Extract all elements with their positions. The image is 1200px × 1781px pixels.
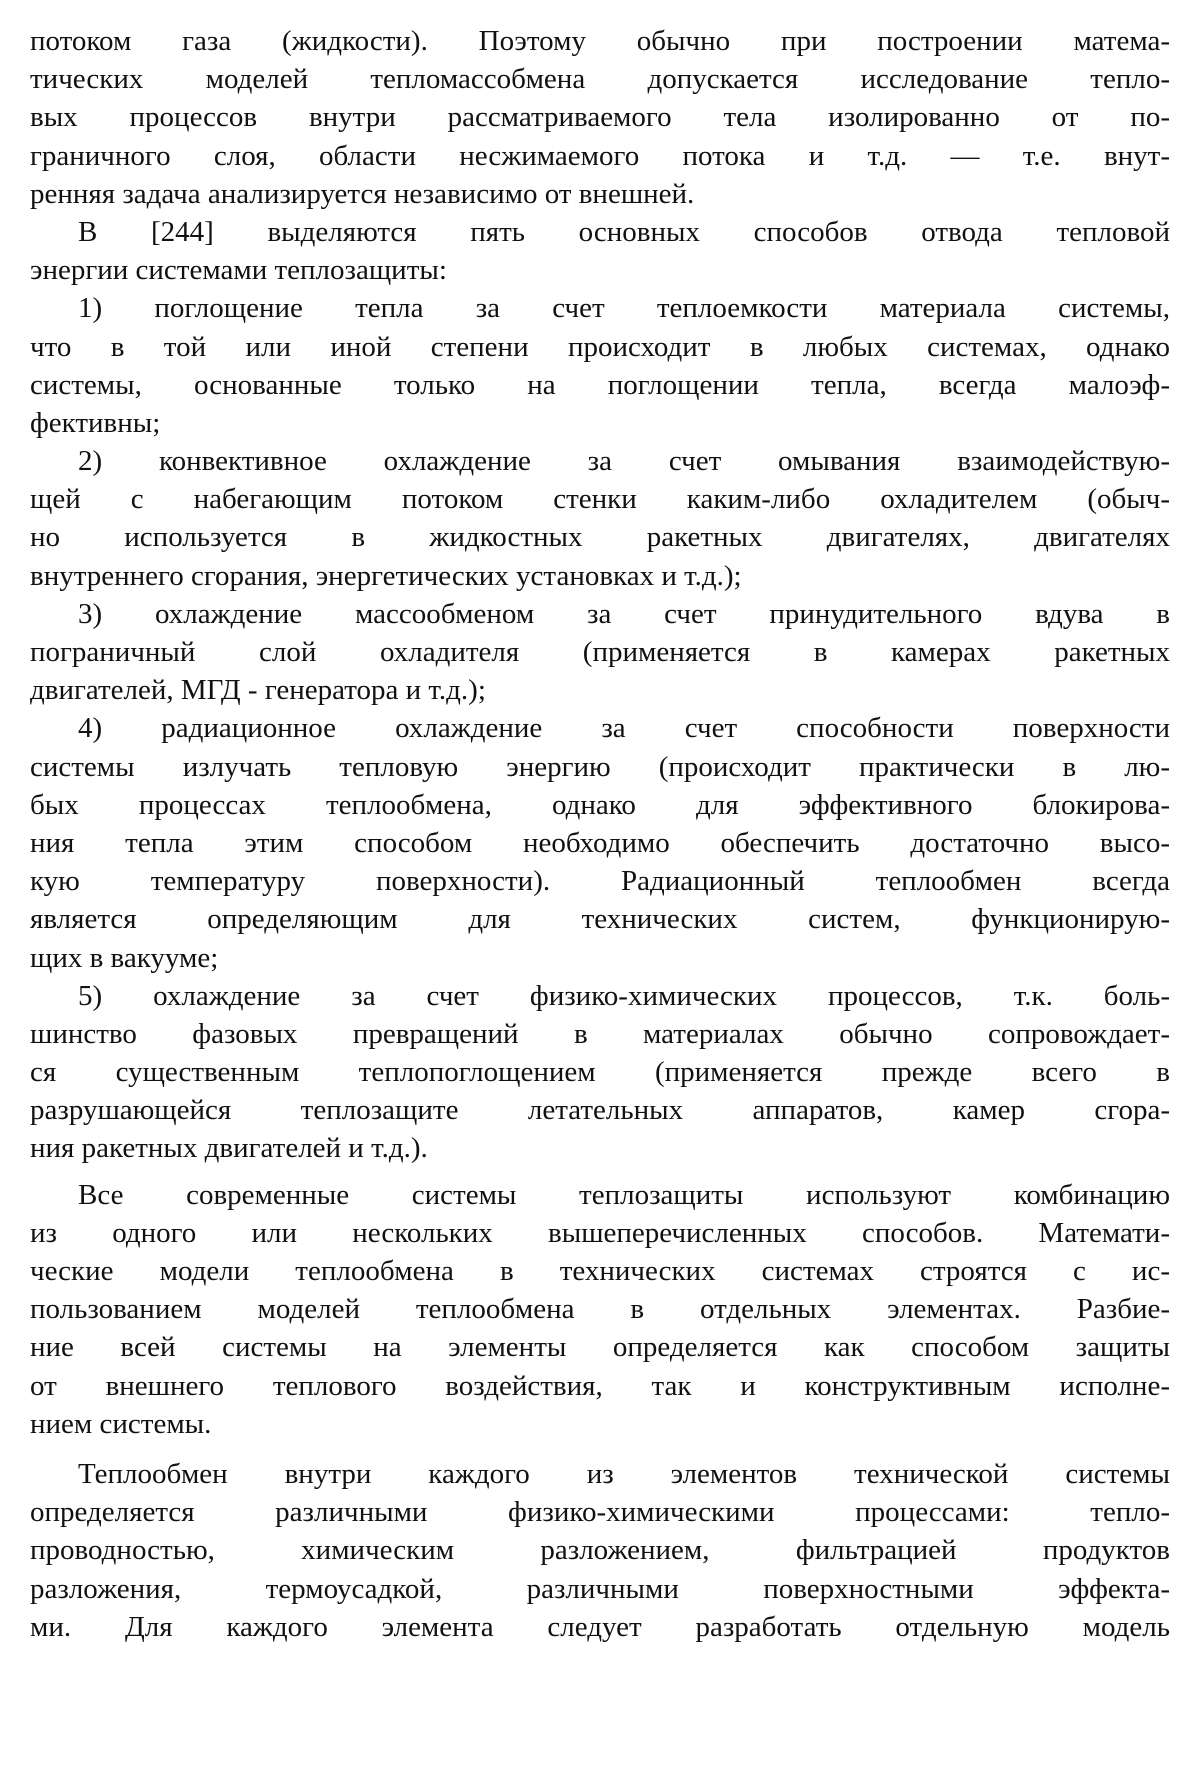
text-line: Все современные системы теплозащиты используют комбинацию xyxy=(78,1178,1170,1211)
list-item-5 xyxy=(30,977,1170,1168)
text-line: 3) охлаждение массообменом за счет принудительного вдува в xyxy=(78,597,1170,630)
text-line: ренняя задача анализируется независимо от внешней. xyxy=(30,177,695,210)
text-line: определяется различными физико-химическими процессами: тепло- xyxy=(30,1496,1170,1529)
text-line: проводностью, химическим разложением, фильтрацией продуктов xyxy=(30,1534,1170,1567)
text-line: разрушающейся теплозащите летательных аппаратов, камер сгора- xyxy=(30,1094,1170,1127)
text-line: пользованием моделей теплообмена в отдельных элементах. Разбие- xyxy=(30,1293,1170,1326)
text-line: граничного слоя, области несжимаемого потока и т.д. — т.е. внут- xyxy=(30,139,1170,172)
text-line: из одного или нескольких вышеперечисленных способов. Математи- xyxy=(30,1216,1170,1249)
text-line: ся существенным теплопоглощением (применяется прежде всего в xyxy=(30,1056,1170,1089)
text-line: шинство фазовых превращений в материалах обычно сопровождает- xyxy=(30,1017,1170,1050)
text-line: кую температуру поверхности). Радиационный теплообмен всегда xyxy=(30,865,1170,898)
text-line: 1) поглощение тепла за счет теплоемкости материала системы, xyxy=(78,292,1170,325)
text-line: системы излучать тепловую энергию (происходит практически в лю- xyxy=(30,750,1170,783)
text-line: ния ракетных двигателей и т.д.). xyxy=(30,1132,428,1165)
paragraph-combination xyxy=(30,1176,1170,1443)
text-line: энергии системами теплозащиты: xyxy=(30,254,447,287)
text-line: щей с набегающим потоком стенки каким-либо охладителем (обыч- xyxy=(30,483,1170,516)
text-line: В [244] выделяются пять основных способов отвода тепловой xyxy=(78,215,1170,248)
text-line: является определяющим для технических систем, функционирую- xyxy=(30,903,1170,936)
text-line: 2) конвективное охлаждение за счет омывания взаимодействую- xyxy=(78,445,1170,478)
text-line: разложения, термоусадкой, различными поверхностными эффекта- xyxy=(30,1572,1170,1605)
list-item-1 xyxy=(30,289,1170,442)
list-item-3 xyxy=(30,595,1170,710)
text-line: двигателей, МГД - генератора и т.д.); xyxy=(30,674,486,707)
text-line: ние всей системы на элементы определяется как способом защиты xyxy=(30,1331,1170,1364)
text-line: от внешнего теплового воздействия, так и конструктивным исполне- xyxy=(30,1369,1170,1402)
text-line: внутреннего сгорания, энергетических установках и т.д.); xyxy=(30,559,742,592)
list-item-2 xyxy=(30,442,1170,595)
text-line: 5) охлаждение за счет физико-химических процессов, т.к. боль- xyxy=(78,979,1170,1012)
text-line: но используется в жидкостных ракетных двигателях, двигателях xyxy=(30,521,1170,554)
text-line: что в той или иной степени происходит в любых системах, однако xyxy=(30,330,1170,363)
text-line: бых процессах теплообмена, однако для эффективного блокирова- xyxy=(30,788,1170,821)
paragraph-methods-intro xyxy=(30,213,1170,289)
document-page xyxy=(30,22,1170,1646)
text-line: фективны; xyxy=(30,406,161,439)
text-line: 4) радиационное охлаждение за счет способности поверхности xyxy=(78,712,1170,745)
text-line: нием системы. xyxy=(30,1407,212,1440)
list-item-4 xyxy=(30,709,1170,976)
text-line: ми. Для каждого элемента следует разработать отдельную модель xyxy=(30,1610,1170,1643)
text-line: вых процессов внутри рассматриваемого тела изолированно от по- xyxy=(30,101,1170,134)
text-line: тических моделей тепломассобмена допускается исследование тепло- xyxy=(30,63,1170,96)
text-line: щих в вакууме; xyxy=(30,941,219,974)
text-line: системы, основанные только на поглощении тепла, всегда малоэф- xyxy=(30,368,1170,401)
text-line: потоком газа (жидкости). Поэтому обычно при построении матема- xyxy=(30,25,1170,57)
paragraph-heat-exchange xyxy=(30,1455,1170,1646)
text-line: пограничный слой охладителя (применяется в камерах ракетных xyxy=(30,636,1170,668)
text-line: ния тепла этим способом необходимо обеспечить достаточно высо- xyxy=(30,826,1170,859)
text-line: ческие модели теплообмена в технических системах строятся с ис- xyxy=(30,1255,1170,1287)
paragraph-intro-continuation xyxy=(30,22,1170,213)
text-line: Теплообмен внутри каждого из элементов технической системы xyxy=(78,1457,1170,1490)
